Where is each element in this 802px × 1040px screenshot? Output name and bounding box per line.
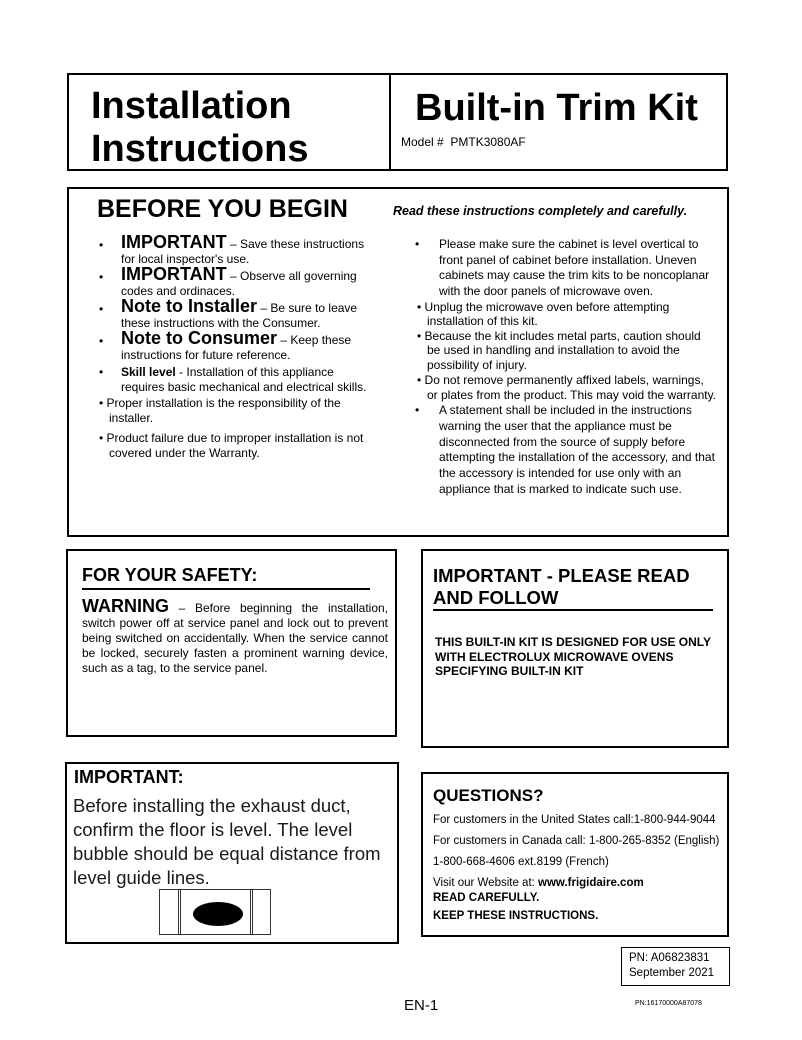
product-title: Built-in Trim Kit	[415, 87, 698, 129]
list-item	[395, 373, 717, 402]
bullet-icon: •	[99, 334, 104, 348]
level-guide-line-right	[250, 890, 253, 934]
bullet-icon: •	[415, 403, 420, 418]
title-line-2: Instructions	[91, 128, 309, 170]
part-number-box	[621, 947, 730, 986]
us-phone-line: For customers in the United States call:1-800-944-9044	[433, 814, 716, 826]
list-item	[395, 300, 717, 329]
list-item	[99, 232, 379, 266]
read-and-follow-underline	[433, 609, 713, 611]
level-notice-title: IMPORTANT:	[74, 767, 184, 787]
item-text: – Save these instructions for local inspector's use.	[121, 237, 365, 266]
before-you-begin-subtitle: Read these instructions completely and carefully.	[393, 204, 688, 218]
bullet-icon: •	[417, 299, 425, 314]
read-and-follow-title: IMPORTANT - PLEASE READ AND FOLLOW	[433, 565, 690, 608]
item-label: Note to Consumer	[121, 328, 278, 348]
french-phone-line: 1-800-668-4606 ext.8199 (French)	[433, 856, 609, 868]
document-title	[91, 85, 308, 171]
read-and-follow-box	[421, 549, 729, 748]
read-and-follow-text: THIS BUILT-IN KIT IS DESIGNED FOR USE ONLY WITH ELECTROLUX MICROWAVE OVENS SPECIFYING BUILT-IN KIT	[435, 635, 711, 678]
keep-instructions-line: KEEP THESE INSTRUCTIONS.	[433, 910, 599, 922]
safety-title: FOR YOUR SAFETY:	[82, 565, 258, 585]
level-notice-text: Before installing the exhaust duct, confirm the floor is level. The level bubble should be equal distance from level guide lines.	[73, 795, 381, 888]
bullet-icon: •	[417, 328, 425, 343]
bullet-icon: •	[415, 237, 420, 251]
website-prefix: Visit our Website at:	[433, 877, 539, 889]
item-label: Skill level	[121, 365, 176, 379]
bullet-icon: •	[99, 431, 107, 445]
part-number: PN: A06823831	[629, 952, 710, 964]
safety-warning-text	[82, 596, 388, 676]
title-line-1: Installation	[91, 85, 292, 127]
before-you-begin-box	[67, 187, 729, 537]
bullet-icon: •	[99, 238, 104, 252]
bullet-icon: •	[99, 302, 104, 316]
questions-contact-lines	[433, 810, 728, 927]
left-instructions-list	[99, 232, 379, 460]
item-text: Do not remove permanently affixed labels, warnings, or plates from the product. This may void the warranty.	[424, 373, 717, 402]
warning-body: – Before beginning the installation, switch power off at service panel and lock out to prevent being switched on accidentally. When the service cannot be locked, securely fasten a prominent warning device, such as a tag, to the service panel.	[82, 601, 388, 675]
canada-phone-line: For customers in Canada call: 1-800-265-8352 (English)	[433, 835, 720, 847]
list-item	[395, 329, 717, 373]
page-number: EN-1	[404, 997, 439, 1014]
item-text: A statement shall be included in the instructions warning the user that the appliance must be disconnected from the source of supply before attempting the installation of the accessory, and that the accessory is intended for use only with an appliance that is marked to indicate such use.	[439, 403, 715, 496]
item-label: Note to Installer	[121, 296, 258, 316]
list-item	[87, 431, 379, 460]
item-text: - Installation of this appliance requires basic mechanical and electrical skills.	[121, 365, 367, 394]
warning-label: WARNING	[82, 596, 169, 616]
pn-code: PN:16170000A87078	[635, 1000, 702, 1007]
right-instructions-list	[407, 237, 717, 498]
before-you-begin-title: BEFORE YOU BEGIN	[97, 195, 348, 223]
list-item	[407, 237, 717, 300]
list-item	[99, 328, 379, 362]
item-text: – Observe all governing codes and ordinaces.	[121, 269, 357, 298]
level-bubble-icon	[193, 902, 243, 926]
model-number	[401, 135, 526, 149]
item-text: Please make sure the cabinet is level overtical to front panel of cabinet before installation. Uneven cabinets may cause the trim kits to be noncoplanar with the door panels of microwave oven.	[439, 237, 710, 299]
item-text: Product failure due to improper installation is not covered under the Warranty.	[106, 431, 364, 460]
bullet-icon: •	[99, 396, 107, 410]
level-guide-line-left	[178, 890, 181, 934]
list-item	[99, 296, 379, 330]
header-divider	[389, 75, 391, 169]
item-text: – Be sure to leave these instructions with the Consumer.	[121, 301, 358, 330]
header-box	[67, 73, 728, 171]
publication-date: September 2021	[629, 967, 715, 979]
read-carefully-line: READ CAREFULLY.	[433, 892, 540, 904]
bullet-icon: •	[99, 365, 104, 379]
level-notice-box	[65, 762, 399, 944]
model-label: Model #	[401, 135, 444, 149]
list-item	[407, 403, 717, 497]
bullet-icon: •	[99, 270, 104, 284]
safety-title-underline	[82, 588, 370, 590]
item-text: Proper installation is the responsibility of the installer.	[106, 396, 341, 425]
level-bubble-illustration	[159, 889, 271, 935]
bullet-icon: •	[417, 373, 425, 388]
list-item	[99, 264, 379, 298]
item-text: Because the kit includes metal parts, caution should be used in handling and installation to avoid the possibility of injury.	[424, 328, 701, 372]
item-label: IMPORTANT	[121, 264, 227, 284]
list-item	[99, 365, 379, 394]
model-value: PMTK3080AF	[450, 135, 526, 149]
item-text: Unplug the microwave oven before attempting installation of this kit.	[424, 299, 670, 329]
questions-box	[421, 772, 729, 937]
website-link[interactable]: www.frigidaire.com	[538, 877, 644, 889]
item-text: – Keep these instructions for future reference.	[121, 333, 352, 362]
questions-title: QUESTIONS?	[433, 786, 544, 805]
item-label: IMPORTANT	[121, 232, 227, 252]
safety-box	[66, 549, 397, 737]
list-item	[87, 396, 379, 425]
